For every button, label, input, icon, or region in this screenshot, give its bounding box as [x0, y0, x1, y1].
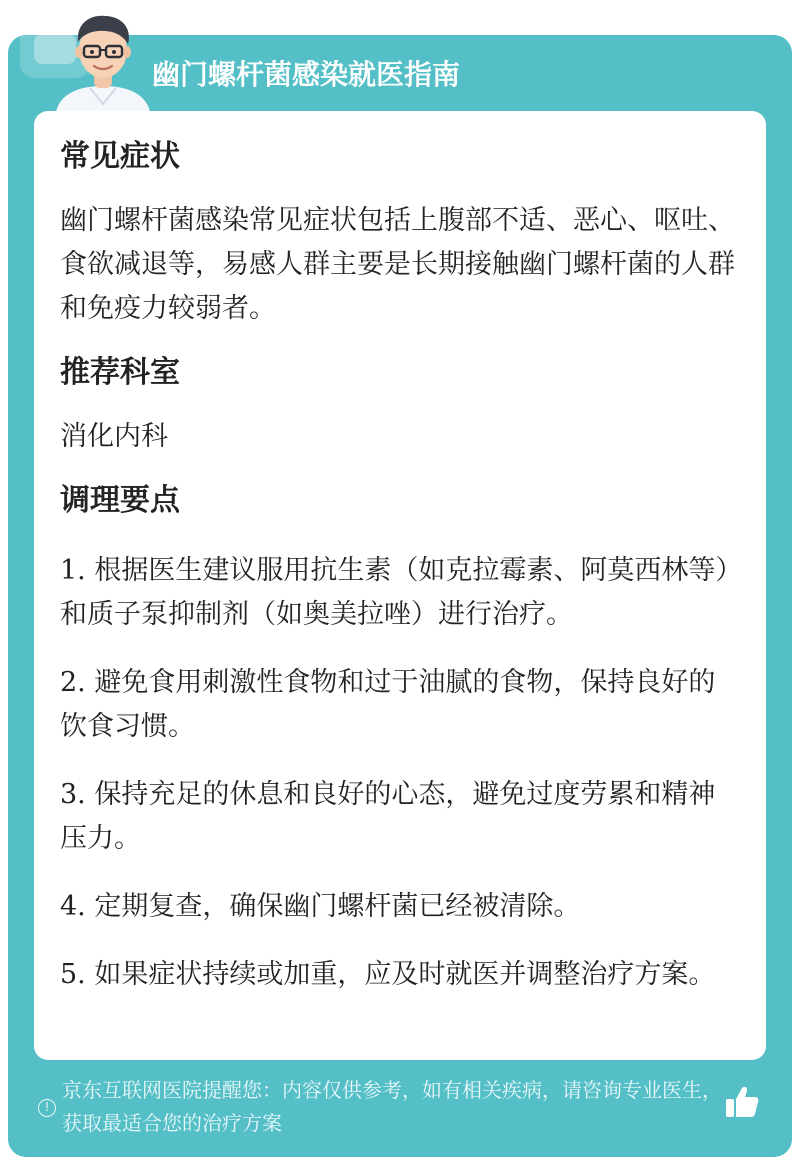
- care-item-text: 如果症状持续或加重，应及时就医并调整治疗方案。: [94, 959, 716, 990]
- care-item-text: 根据医生建议服用抗生素（如克拉霉素、阿莫西林等）和质子泵抑制剂（如奥美拉唑）进行治疗。: [60, 555, 729, 630]
- page-title: 幽门螺杆菌感染就医指南: [152, 58, 461, 91]
- content-card: [34, 111, 766, 1060]
- care-item-number: 4.: [60, 891, 86, 922]
- section-title-care: 调理要点: [60, 483, 180, 518]
- doctor-avatar: [48, 8, 158, 112]
- care-item-number: 2.: [60, 667, 86, 698]
- care-item-text: 保持充足的休息和良好的心态，避免过度劳累和精神压力。: [60, 779, 716, 854]
- care-item: [60, 661, 740, 749]
- care-item-number: 1.: [60, 555, 86, 586]
- info-icon: !: [38, 1099, 56, 1117]
- care-item: [60, 773, 740, 861]
- thumbs-up-icon[interactable]: [724, 1084, 760, 1120]
- section-title-department: 推荐科室: [60, 355, 180, 390]
- care-item-text: 定期复查，确保幽门螺杆菌已经被清除。: [94, 891, 581, 922]
- department-text: 消化内科: [60, 421, 168, 452]
- symptoms-text: 幽门螺杆菌感染常见症状包括上腹部不适、恶心、呕吐、食欲减退等，易感人群主要是长期接触幽门螺杆菌的人群和免疫力较弱者。: [60, 205, 735, 324]
- care-item: [60, 885, 740, 929]
- care-item: [60, 953, 740, 997]
- section-title-symptoms: 常见症状: [60, 139, 180, 174]
- care-item-number: 5.: [60, 959, 86, 990]
- care-item-text: 避免食用刺激性食物和过于油腻的食物，保持良好的饮食习惯。: [60, 667, 716, 742]
- footer-disclaimer: 京东互联网医院提醒您：内容仅供参考，如有相关疾病，请咨询专业医生，获取最适合您的治疗方案: [62, 1078, 722, 1135]
- card-content: [60, 135, 740, 997]
- care-item-number: 3.: [60, 779, 86, 810]
- care-item: [60, 549, 740, 637]
